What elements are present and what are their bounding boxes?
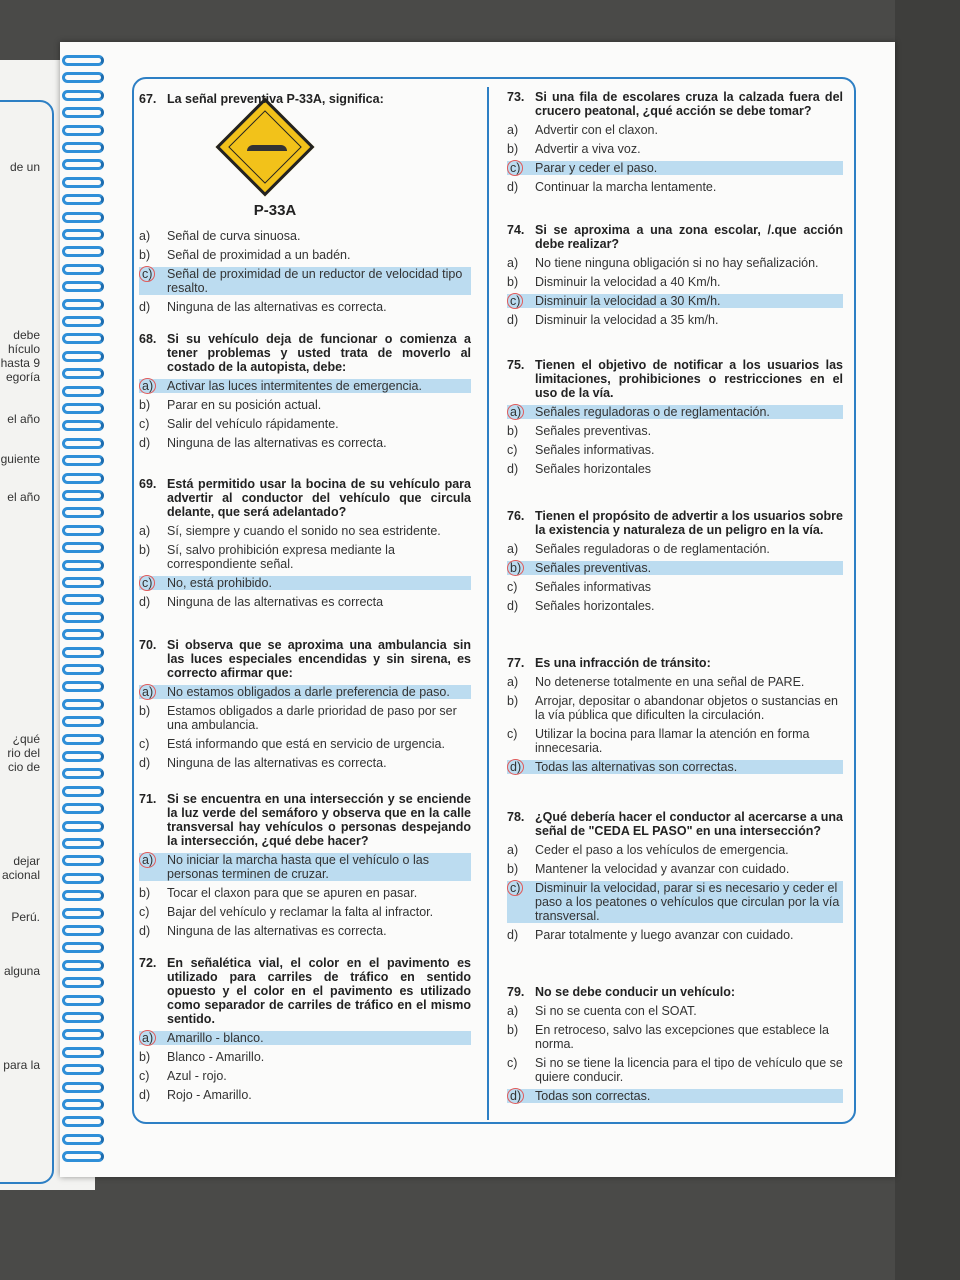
option-text: Parar y ceder el paso. <box>535 161 658 175</box>
spiral-coil <box>62 1116 104 1127</box>
spiral-coil <box>62 1151 104 1162</box>
spiral-coil <box>62 786 104 797</box>
previous-page-text: egoría <box>5 370 40 384</box>
option-text: Rojo - Amarillo. <box>167 1088 252 1102</box>
question-number: 72. <box>139 956 157 970</box>
spiral-coil <box>62 177 104 188</box>
option-text: Todas son correctas. <box>535 1089 651 1103</box>
option-letter: b) <box>139 543 151 557</box>
answer-option <box>507 1004 843 1018</box>
option-text: Ninguna de las alternativas es correcta. <box>167 924 387 938</box>
spiral-coil <box>62 125 104 136</box>
question-number: 76. <box>507 509 525 523</box>
spiral-coil <box>62 803 104 814</box>
answer-option-highlighted <box>507 561 843 575</box>
option-text: Utilizar la bocina para llamar la atención en forma innecesaria. <box>535 727 810 755</box>
sign-caption: P-33A <box>253 202 297 219</box>
option-text: Ninguna de las alternativas es correcta. <box>167 756 387 770</box>
question-block <box>139 92 471 314</box>
answer-option <box>507 443 843 457</box>
option-letter: d) <box>139 1088 151 1102</box>
spiral-coil <box>62 542 104 553</box>
answer-option-highlighted <box>139 685 471 699</box>
option-letter: b) <box>507 142 519 156</box>
previous-page-text: hasta 9 <box>0 356 40 370</box>
spiral-coil <box>62 716 104 727</box>
question-heading <box>139 792 471 848</box>
question-text: Tienen el propósito de advertir a los usuarios sobre la existencia y naturaleza de un peligro en la vía. <box>535 509 843 537</box>
question-block <box>507 358 843 476</box>
answer-option-highlighted <box>507 161 843 175</box>
option-letter: a) <box>507 542 519 556</box>
previous-page-text: guiente <box>0 452 40 466</box>
answer-option <box>507 1056 843 1084</box>
option-text: No iniciar la marcha hasta que el vehículo o las personas terminen de cruzar. <box>167 853 429 881</box>
option-letter: a) <box>507 1004 519 1018</box>
option-text: Advertir a viva voz. <box>535 142 641 156</box>
option-letter: b) <box>139 398 151 412</box>
spiral-coil <box>62 490 104 501</box>
option-text: Disminuir la velocidad a 30 Km/h. <box>535 294 721 308</box>
option-letter: c) <box>507 161 535 175</box>
previous-page-text: ¿qué <box>12 732 40 746</box>
option-text: Ceder el paso a los vehículos de emergencia. <box>535 843 789 857</box>
spiral-coil <box>62 751 104 762</box>
answer-option <box>507 928 843 942</box>
option-text: Continuar la marcha lentamente. <box>535 180 717 194</box>
option-letter: d) <box>507 1089 535 1103</box>
spiral-coil <box>62 159 104 170</box>
option-letter: d) <box>507 928 519 942</box>
spiral-coil <box>62 212 104 223</box>
option-letter: b) <box>139 248 151 262</box>
option-text: Señal de proximidad de un reductor de velocidad tipo resalto. <box>167 267 463 295</box>
spiral-coil <box>62 525 104 536</box>
spiral-coil <box>62 142 104 153</box>
spiral-coil <box>62 977 104 988</box>
option-letter: a) <box>139 853 167 881</box>
answer-option-highlighted <box>139 576 471 590</box>
option-text: Ninguna de las alternativas es correcta <box>167 595 384 609</box>
question-text: Es una infracción de tránsito: <box>535 656 711 670</box>
question-block <box>507 810 843 942</box>
option-text: En retroceso, salvo las excepciones que establece la norma. <box>535 1023 829 1051</box>
option-letter: a) <box>507 675 519 689</box>
spiral-coil <box>62 55 104 66</box>
spiral-coil <box>62 960 104 971</box>
spiral-coil <box>62 664 104 675</box>
question-text: Si su vehículo deja de funcionar o comienza a tener problemas y usted trata de moverlo al costado de la autopista, debe: <box>167 332 471 374</box>
option-text: Bajar del vehículo y reclamar la falta al infractor. <box>167 905 434 919</box>
question-heading <box>507 509 843 537</box>
option-text: Disminuir la velocidad a 40 Km/h. <box>535 275 721 289</box>
option-text: Señal de proximidad a un badén. <box>167 248 351 262</box>
answer-option <box>507 424 843 438</box>
option-letter: a) <box>139 379 167 393</box>
answer-option <box>507 727 843 755</box>
option-letter: a) <box>139 1031 167 1045</box>
question-heading <box>507 985 843 999</box>
question-heading <box>139 956 471 1026</box>
spiral-coil <box>62 577 104 588</box>
option-text: Está informando que está en servicio de urgencia. <box>167 737 445 751</box>
answer-option <box>139 924 471 938</box>
previous-page-text: Perú. <box>11 910 40 924</box>
option-text: Tocar el claxon para que se apuren en pasar. <box>167 886 418 900</box>
answer-option <box>507 462 843 476</box>
previous-page-text: el año <box>7 490 40 504</box>
option-text: No tiene ninguna obligación si no hay señalización. <box>535 256 819 270</box>
option-letter: d) <box>507 760 535 774</box>
spiral-coil <box>62 681 104 692</box>
option-text: Señales informativas. <box>535 443 655 457</box>
question-number: 68. <box>139 332 157 346</box>
question-block <box>139 792 471 938</box>
spiral-coil <box>62 647 104 658</box>
question-heading <box>139 638 471 680</box>
answer-option <box>507 599 843 613</box>
spiral-coil <box>62 72 104 83</box>
spiral-coil <box>62 1134 104 1145</box>
question-heading <box>507 223 843 251</box>
answer-option <box>507 275 843 289</box>
option-letter: b) <box>507 424 519 438</box>
option-letter: d) <box>139 924 151 938</box>
spiral-coil <box>62 386 104 397</box>
previous-page-frame <box>0 100 54 1184</box>
spiral-coil <box>62 403 104 414</box>
spiral-coil <box>62 455 104 466</box>
question-text: No se debe conducir un vehículo: <box>535 985 736 999</box>
option-text: No, está prohibido. <box>167 576 272 590</box>
spiral-coil <box>62 995 104 1006</box>
answer-option <box>507 123 843 137</box>
answer-option <box>507 313 843 327</box>
option-letter: b) <box>507 862 519 876</box>
previous-page-text: el año <box>7 412 40 426</box>
question-text: ¿Qué debería hacer el conductor al acercarse a una señal de "CEDA EL PASO" en una intersección? <box>535 810 843 838</box>
option-letter: d) <box>507 462 519 476</box>
spiral-coil <box>62 438 104 449</box>
option-text: Todas las alternativas son correctas. <box>535 760 738 774</box>
question-text: Si observa que se aproxima una ambulancia sin las luces especiales encendidas y sin sirena, es correcto afirmar que: <box>167 638 471 680</box>
question-text: En señalética vial, el color en el pavimento es utilizado para carriles de tráfico en sentido opuesto y el color en el pavimento es utilizado como separador de carriles de tráfico en el mismo sentido. <box>167 956 471 1026</box>
option-text: Sí, siempre y cuando el sonido no sea estridente. <box>167 524 441 538</box>
question-block <box>139 638 471 770</box>
spiral-coil <box>62 299 104 310</box>
spiral-coil <box>62 768 104 779</box>
previous-page-text: acional <box>1 868 40 882</box>
option-text: Ninguna de las alternativas es correcta. <box>167 300 387 314</box>
question-text: Si una fila de escolares cruza la calzada fuera del crucero peatonal, ¿qué acción se debe tomar? <box>535 90 843 118</box>
question-text: Si se aproxima a una zona escolar, /.que acción debe realizar? <box>535 223 843 251</box>
option-text: Señales horizontales <box>535 462 652 476</box>
answer-option <box>507 675 843 689</box>
spiral-coil <box>62 1082 104 1093</box>
spiral-coil <box>62 333 104 344</box>
option-letter: a) <box>507 843 519 857</box>
previous-page-text: debe <box>13 328 40 342</box>
question-number: 77. <box>507 656 525 670</box>
option-text: Señales reguladoras o de reglamentación. <box>535 405 770 419</box>
option-letter: c) <box>139 737 150 751</box>
answer-option <box>139 704 471 732</box>
spiral-coil <box>62 855 104 866</box>
option-letter: b) <box>139 886 151 900</box>
spiral-coil <box>62 925 104 936</box>
answer-option <box>507 1023 843 1051</box>
background-right <box>895 0 960 1280</box>
option-text: Señal de curva sinuosa. <box>167 229 301 243</box>
question-block <box>507 509 843 613</box>
option-text: Mantener la velocidad y avanzar con cuidado. <box>535 862 790 876</box>
option-letter: d) <box>139 300 151 314</box>
spiral-coil <box>62 629 104 640</box>
option-text: No detenerse totalmente en una señal de PARE. <box>535 675 805 689</box>
answer-option-highlighted <box>507 881 843 923</box>
option-letter: a) <box>507 256 519 270</box>
option-text: Advertir con el claxon. <box>535 123 658 137</box>
spiral-coil <box>62 1064 104 1075</box>
spiral-coil <box>62 560 104 571</box>
option-text: Si no se cuenta con el SOAT. <box>535 1004 697 1018</box>
spiral-coil <box>62 246 104 257</box>
option-text: Activar las luces intermitentes de emergencia. <box>167 379 422 393</box>
spiral-coil <box>62 264 104 275</box>
option-text: Salir del vehículo rápidamente. <box>167 417 339 431</box>
option-text: Señales informativas <box>535 580 652 594</box>
option-text: Ninguna de las alternativas es correcta. <box>167 436 387 450</box>
option-letter: d) <box>139 756 151 770</box>
option-letter: a) <box>507 123 519 137</box>
option-letter: b) <box>139 1050 151 1064</box>
spiral-coil <box>62 908 104 919</box>
option-text: Parar totalmente y luego avanzar con cuidado. <box>535 928 794 942</box>
option-letter: d) <box>139 595 151 609</box>
option-letter: d) <box>507 313 519 327</box>
answer-option-highlighted <box>139 853 471 881</box>
answer-option-highlighted <box>507 1089 843 1103</box>
question-block <box>507 223 843 327</box>
answer-option <box>507 256 843 270</box>
question-number: 69. <box>139 477 157 491</box>
answer-option <box>507 542 843 556</box>
option-text: Disminuir la velocidad a 35 km/h. <box>535 313 719 327</box>
spiral-coil <box>62 1047 104 1058</box>
question-number: 73. <box>507 90 525 104</box>
question-text: Está permitido usar la bocina de su vehículo para advertir al conductor del vehículo que circula delante, que será adelantado? <box>167 477 471 519</box>
question-text: Tienen el objetivo de notificar a los usuarios las limitaciones, prohibiciones o restricciones en el uso de la vía. <box>535 358 843 400</box>
answer-option-highlighted <box>507 405 843 419</box>
option-letter: a) <box>139 685 167 699</box>
option-letter: c) <box>507 580 518 594</box>
option-letter: a) <box>139 229 151 243</box>
previous-page-text: dejar <box>13 854 40 868</box>
question-number: 78. <box>507 810 525 824</box>
option-text: Arrojar, depositar o abandonar objetos o sustancias en la vía pública que dificulten la circulación. <box>535 694 838 722</box>
option-text: Azul - rojo. <box>167 1069 227 1083</box>
option-letter: c) <box>507 881 535 923</box>
previous-page-text: cio de <box>7 760 40 774</box>
spiral-coil <box>62 873 104 884</box>
option-letter: b) <box>139 704 151 718</box>
option-letter: c) <box>139 267 167 295</box>
spiral-coil <box>62 821 104 832</box>
answer-option <box>507 694 843 722</box>
answer-option <box>139 1069 471 1083</box>
previous-page-text: para la <box>3 1058 40 1072</box>
answer-option-highlighted <box>139 379 471 393</box>
answer-option <box>139 1088 471 1102</box>
answer-option-highlighted <box>507 760 843 774</box>
question-heading <box>507 656 843 670</box>
option-letter: c) <box>507 443 518 457</box>
option-text: Señales reguladoras o de reglamentación. <box>535 542 770 556</box>
spiral-coil <box>62 420 104 431</box>
option-letter: c) <box>139 905 150 919</box>
answer-option <box>507 843 843 857</box>
previous-page-text: alguna <box>3 964 40 978</box>
option-letter: d) <box>507 599 519 613</box>
answer-option <box>507 862 843 876</box>
question-heading <box>507 810 843 838</box>
question-heading <box>139 477 471 519</box>
question-heading <box>139 92 471 106</box>
spiral-coil <box>62 890 104 901</box>
option-letter: c) <box>139 576 167 590</box>
previous-page-text: hículo <box>7 342 40 356</box>
option-text: Parar en su posición actual. <box>167 398 322 412</box>
previous-page-text: rio del <box>7 746 40 760</box>
option-letter: c) <box>139 417 150 431</box>
answer-option <box>139 1050 471 1064</box>
question-number: 75. <box>507 358 525 372</box>
option-letter: c) <box>139 1069 150 1083</box>
answer-option <box>139 595 471 609</box>
spiral-coil <box>62 90 104 101</box>
spiral-coil <box>62 612 104 623</box>
option-letter: c) <box>507 1056 518 1070</box>
spiral-coil <box>62 1029 104 1040</box>
question-block <box>507 90 843 194</box>
question-heading <box>507 358 843 400</box>
option-text: Señales horizontales. <box>535 599 655 613</box>
spiral-coil <box>62 699 104 710</box>
spiral-coil <box>62 281 104 292</box>
question-block <box>139 956 471 1102</box>
answer-option <box>139 756 471 770</box>
question-heading <box>507 90 843 118</box>
question-text: La señal preventiva P-33A, significa: <box>167 92 384 106</box>
option-letter: d) <box>139 436 151 450</box>
answer-option <box>139 417 471 431</box>
answer-option <box>139 737 471 751</box>
answer-option <box>139 543 471 571</box>
spiral-coil <box>62 194 104 205</box>
question-number: 70. <box>139 638 157 652</box>
answer-option-highlighted <box>139 1031 471 1045</box>
option-text: No estamos obligados a darle preferencia de paso. <box>167 685 450 699</box>
option-letter: d) <box>507 180 519 194</box>
question-block <box>139 332 471 450</box>
question-number: 79. <box>507 985 525 999</box>
option-letter: b) <box>507 694 519 708</box>
answer-option-highlighted <box>139 267 471 295</box>
answer-option <box>139 524 471 538</box>
question-text: Si se encuentra en una intersección y se enciende la luz verde del semáforo y observa que en la calle transversal hay vehículos o personas despejando la intersección, ¿qué debe hacer? <box>167 792 471 848</box>
column-divider <box>487 87 489 1120</box>
answer-option <box>139 300 471 314</box>
option-text: Señales preventivas. <box>535 561 652 575</box>
option-text: Si no se tiene la licencia para el tipo de vehículo que se quiere conducir. <box>535 1056 843 1084</box>
answer-option <box>139 436 471 450</box>
option-text: Disminuir la velocidad, parar si es necesario y ceder el paso a los peatones o vehículos que circulan por la vía transversal. <box>535 881 840 923</box>
spiral-coil <box>62 594 104 605</box>
option-letter: b) <box>507 1023 519 1037</box>
answer-option <box>507 580 843 594</box>
answer-option <box>139 229 471 243</box>
spiral-coil <box>62 507 104 518</box>
answer-option <box>507 142 843 156</box>
answer-option <box>507 180 843 194</box>
spiral-coil <box>62 229 104 240</box>
spiral-binding <box>62 55 110 1175</box>
option-letter: b) <box>507 561 535 575</box>
option-text: Amarillo - blanco. <box>167 1031 264 1045</box>
spiral-coil <box>62 473 104 484</box>
spiral-coil <box>62 351 104 362</box>
spiral-coil <box>62 368 104 379</box>
answer-option-highlighted <box>507 294 843 308</box>
question-block <box>507 985 843 1103</box>
question-number: 67. <box>139 92 157 106</box>
spiral-coil <box>62 734 104 745</box>
option-letter: a) <box>139 524 151 538</box>
spiral-coil <box>62 316 104 327</box>
answer-option <box>139 905 471 919</box>
answer-option <box>139 398 471 412</box>
option-text: Señales preventivas. <box>535 424 652 438</box>
answer-option <box>139 886 471 900</box>
option-letter: c) <box>507 294 535 308</box>
spiral-coil <box>62 942 104 953</box>
option-text: Blanco - Amarillo. <box>167 1050 265 1064</box>
spiral-coil <box>62 107 104 118</box>
option-letter: c) <box>507 727 518 741</box>
answer-option <box>139 248 471 262</box>
spiral-coil <box>62 1012 104 1023</box>
option-text: Sí, salvo prohibición expresa mediante la correspondiente señal. <box>167 543 395 571</box>
option-text: Estamos obligados a darle prioridad de paso por ser una ambulancia. <box>167 704 457 732</box>
spiral-coil <box>62 1099 104 1110</box>
previous-page-text: de un <box>9 160 40 174</box>
question-block <box>507 656 843 774</box>
spiral-coil <box>62 838 104 849</box>
question-heading <box>139 332 471 374</box>
question-block <box>139 477 471 609</box>
question-number: 74. <box>507 223 525 237</box>
option-letter: a) <box>507 405 535 419</box>
question-number: 71. <box>139 792 157 806</box>
option-letter: b) <box>507 275 519 289</box>
book-page <box>60 42 895 1177</box>
